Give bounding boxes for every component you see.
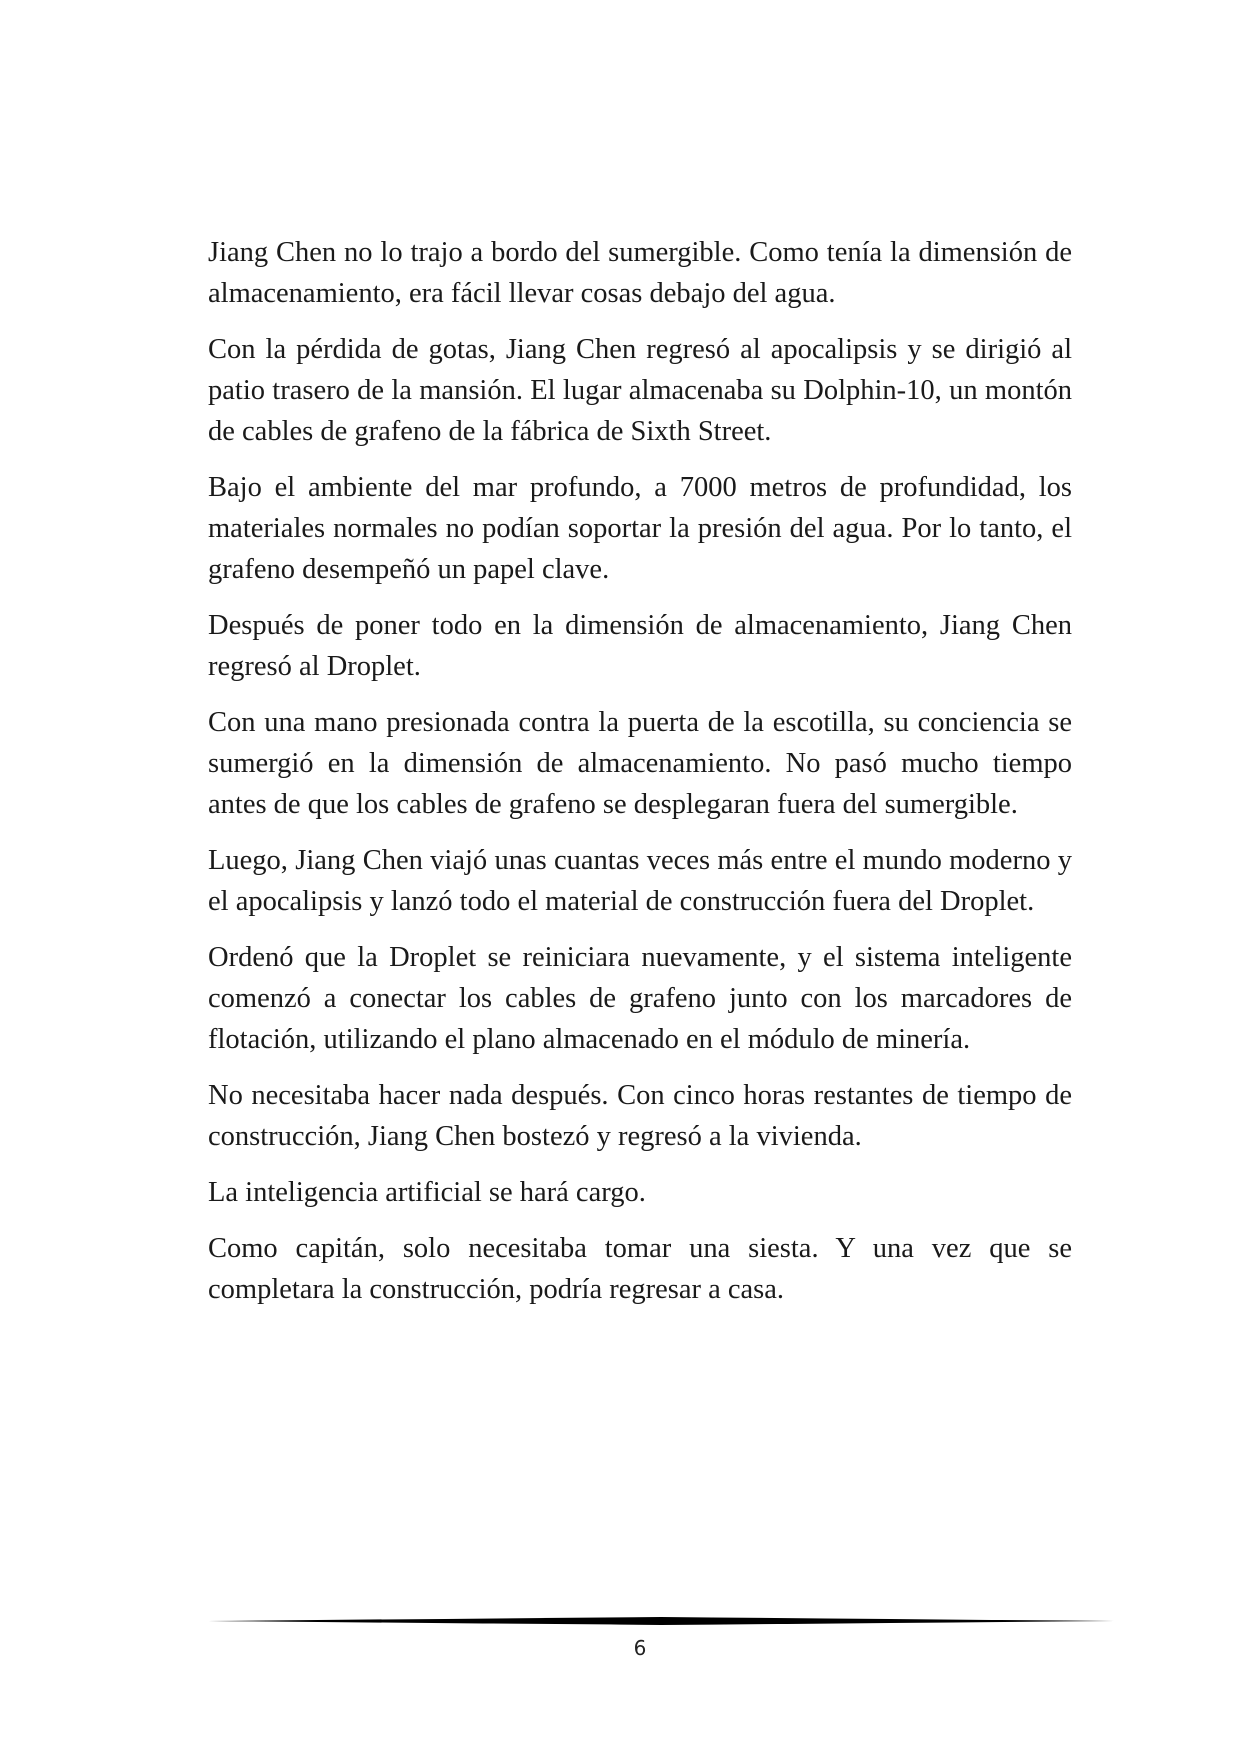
paragraph: Con una mano presionada contra la puerta de la escotilla, su conciencia se sumergió en la dimensión de almacenamiento. No pasó mucho tiempo antes de que los cables de grafeno se desplegaran fuera del sumergible. xyxy=(208,707,1072,820)
paragraph: La inteligencia artificial se hará cargo. xyxy=(208,1177,646,1208)
paragraph: Ordenó que la Droplet se reiniciara nuevamente, y el sistema inteligente comenzó a conectar los cables de grafeno junto con los marcadores de flotación, utilizando el plano almacenado en el módulo de minería. xyxy=(208,942,1072,1055)
paragraph: Con la pérdida de gotas, Jiang Chen regresó al apocalipsis y se dirigió al patio trasero de la mansión. El lugar almacenaba su Dolphin-10, un montón de cables de grafeno de la fábrica de Sixth Street. xyxy=(208,334,1072,447)
paragraph: Luego, Jiang Chen viajó unas cuantas veces más entre el mundo moderno y el apocalipsis y lanzó todo el material de construcción fuera del Droplet. xyxy=(208,845,1072,917)
paragraph: No necesitaba hacer nada después. Con cinco horas restantes de tiempo de construcción, Jiang Chen bostezó y regresó a la vivienda. xyxy=(208,1080,1072,1152)
body-text xyxy=(208,232,1072,1325)
paragraph: Después de poner todo en la dimensión de almacenamiento, Jiang Chen regresó al Droplet. xyxy=(208,610,1072,682)
page-number: 6 xyxy=(633,1636,647,1660)
paragraph: Bajo el ambiente del mar profundo, a 7000 metros de profundidad, los materiales normales no podían soportar la presión del agua. Por lo tanto, el grafeno desempeñó un papel clave. xyxy=(208,472,1072,585)
paragraph: Como capitán, solo necesitaba tomar una siesta. Y una vez que se completara la construcción, podría regresar a casa. xyxy=(208,1233,1072,1305)
paragraph: Jiang Chen no lo trajo a bordo del sumergible. Como tenía la dimensión de almacenamiento, era fácil llevar cosas debajo del agua. xyxy=(208,237,1072,309)
footer-rule xyxy=(208,1614,1114,1628)
